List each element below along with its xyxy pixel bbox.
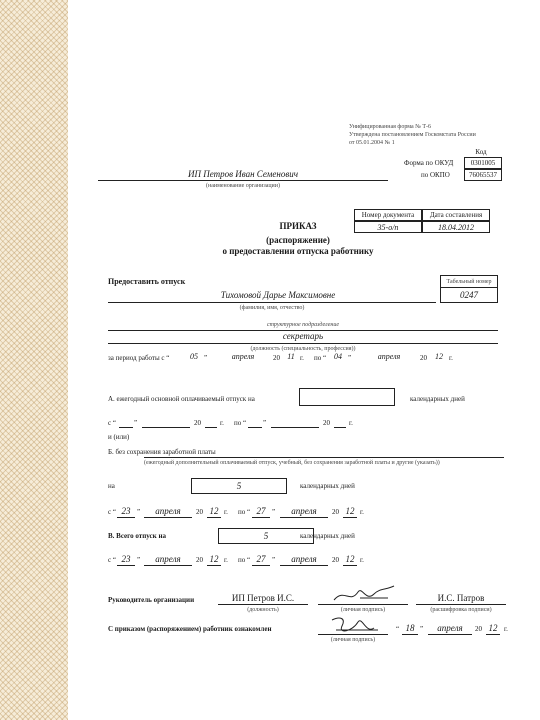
section-b-from-month: апреля <box>155 506 181 516</box>
period-g2: г. <box>449 354 453 362</box>
doc-number-header: Номер документа <box>354 209 422 221</box>
head-label: Руководитель организации <box>108 596 195 604</box>
period-to-year: 12 <box>435 352 443 361</box>
period-prefix: за период работы с “ <box>108 354 170 362</box>
period-from-20: 20 <box>273 354 280 362</box>
section-b-to-month: апреля <box>291 506 317 516</box>
section-v-unit: календарных дней <box>300 532 355 540</box>
code-label: Код <box>475 148 487 156</box>
organization-name: ИП Петров Иван Семенович <box>187 169 299 179</box>
section-a-label: А. ежегодный основной оплачиваемый отпуск на <box>108 395 255 403</box>
employee-signature-icon <box>328 612 384 638</box>
head-signature-icon <box>330 580 400 606</box>
ack-day: 18 <box>405 623 415 633</box>
section-b-unit: календарных дней <box>300 482 355 490</box>
section-a-days-box <box>299 388 395 406</box>
position-caption: (должность (специальность, профессия)) <box>250 346 356 352</box>
section-a-g2: г. <box>349 419 353 427</box>
head-name-caption: (расшифровка подписи) <box>430 607 492 613</box>
ack-month: апреля <box>437 623 463 633</box>
period-from-day: 05 <box>190 352 198 361</box>
period-from-year: 11 <box>287 352 295 361</box>
title-order: ПРИКАЗ <box>279 221 317 231</box>
ack-signature-caption: (личная подпись) <box>330 637 376 643</box>
period-to-day: 04 <box>334 352 342 361</box>
form-note-2: Утверждена постановлением Госкомстата России <box>349 132 476 138</box>
decorative-side-stripe <box>0 0 68 720</box>
section-b-na: на <box>108 482 115 490</box>
section-v-from: с “ <box>108 556 116 564</box>
okud-code: 0301005 <box>464 157 502 169</box>
order-form-t6: Унифицированная форма № Т-6 Утверждена постановлением Госкомстата России от 05.01.2004 № 1 Код Форма по ОКУД 0301005 по ОКПО 76065537 ИП Петров Иван Семенович (наименование организации) Номер документа Дата составления 35-о/п 18.04.2012 ПРИКАЗ (распоряжение) о предоставлении отпуска работнику Предоставить отпуск Табельный номер 0247 Тихомовой Дарье Максимовне (фамилия, имя, отчество) структурное подразделение секретарь (должность (специальность, профессия)) за период работы с “ 05 ” апреля 20 11 г. по “ 04 ” апреля 20 12 г. А. ежегодный основной оплачиваемый отпуск на календарных дней с “ ” 20 г. по “ ” 20 г. и (или) Б. без сохранения заработной платы (ежегодный дополнительный оплачиваемый отпуск, учебный, без сохранения заработной платы и другие (указать)) на 5 календарных дней с “ 23 ” апреля 20 12 г. по “ 27 ” апреля 20 12 г. В. Всего отпуск на 5 календарных дней с “ 23 ” апреля 20 12 г. по “ 27 ” апреля 20 12 г. Руководитель организации ИП Петров И.С. (должность) (личная подпись) И.С. Патров (расшифровка подписи) С приказом (распоряжением) работник ознакомлен (личная подпись) “ 18 ” апреля 20 12 г. <box>68 0 540 720</box>
organization-caption: (наименование организации) <box>206 183 280 189</box>
position-underline <box>108 343 498 344</box>
section-a-20a: 20 <box>194 419 201 427</box>
period-po: по “ <box>314 354 327 362</box>
section-a-g1: г. <box>220 419 224 427</box>
section-b-to-day: 27 <box>256 506 266 516</box>
section-v-from-day: 23 <box>121 554 131 564</box>
period-to-20: 20 <box>420 354 427 362</box>
period-from-month: апреля <box>231 352 255 361</box>
ack-year: 12 <box>488 623 498 633</box>
section-a-20b: 20 <box>323 419 330 427</box>
employee-underline <box>108 302 436 303</box>
form-note-1: Унифицированная форма № Т-6 <box>349 124 432 130</box>
doc-date-value: 18.04.2012 <box>422 221 490 233</box>
ack-label: С приказом (распоряжением) работник ознакомлен <box>108 625 272 633</box>
head-position: ИП Петров И.С. <box>231 593 295 603</box>
okud-label: Форма по ОКУД <box>404 159 454 167</box>
section-a-from: с “ <box>108 419 116 427</box>
title-subject: о предоставлении отпуска работнику <box>222 246 374 256</box>
section-b-days-value: 5 <box>236 481 242 491</box>
section-v-days-value: 5 <box>263 531 269 541</box>
section-a-unit: календарных дней <box>410 395 465 403</box>
section-b-from-year: 12 <box>209 506 219 516</box>
head-position-caption: (должность) <box>247 607 279 613</box>
head-signature-caption: (личная подпись) <box>340 607 386 613</box>
department-value: структурное подразделение <box>266 322 340 328</box>
section-b-to-year: 12 <box>345 506 355 516</box>
doc-date-header: Дата составления <box>422 209 490 221</box>
period-to-month: апреля <box>377 352 401 361</box>
grant-leave-label: Предоставить отпуск <box>108 277 186 286</box>
employee-name: Тихомовой Дарье Максимовне <box>220 290 336 300</box>
section-b-caption: (ежегодный дополнительный оплачиваемый отпуск, учебный, без сохранения заработной платы и другие (указать)) <box>144 460 440 466</box>
section-v-to-day: 27 <box>256 554 266 564</box>
okpo-code: 76065537 <box>464 169 502 181</box>
section-b-from: с “ <box>108 508 116 516</box>
position-value: секретарь <box>282 331 324 341</box>
section-v-to-year: 12 <box>345 554 355 564</box>
section-v-to-month: апреля <box>291 554 317 564</box>
section-v-label: В. Всего отпуск на <box>108 532 166 540</box>
period-g1: г. <box>300 354 304 362</box>
title-disposition: (распоряжение) <box>266 235 330 245</box>
organization-underline <box>98 180 388 181</box>
doc-number-value: 35-о/п <box>354 221 422 233</box>
section-v-from-month: апреля <box>155 554 181 564</box>
head-name: И.С. Патров <box>437 593 485 603</box>
tab-number-divider <box>440 287 498 288</box>
section-b-from-day: 23 <box>121 506 131 516</box>
section-v-from-year: 12 <box>209 554 219 564</box>
tab-number-value: 0247 <box>460 290 478 300</box>
section-a-po: по “ <box>234 419 247 427</box>
employee-caption: (фамилия, имя, отчество) <box>239 305 305 311</box>
okpo-label: по ОКПО <box>421 171 450 179</box>
and-or-label: и (или) <box>108 433 130 441</box>
tab-number-header: Табельный номер <box>446 279 492 285</box>
form-note-3: от 05.01.2004 № 1 <box>349 140 395 146</box>
section-b-label: Б. без сохранения заработной платы <box>108 448 216 456</box>
